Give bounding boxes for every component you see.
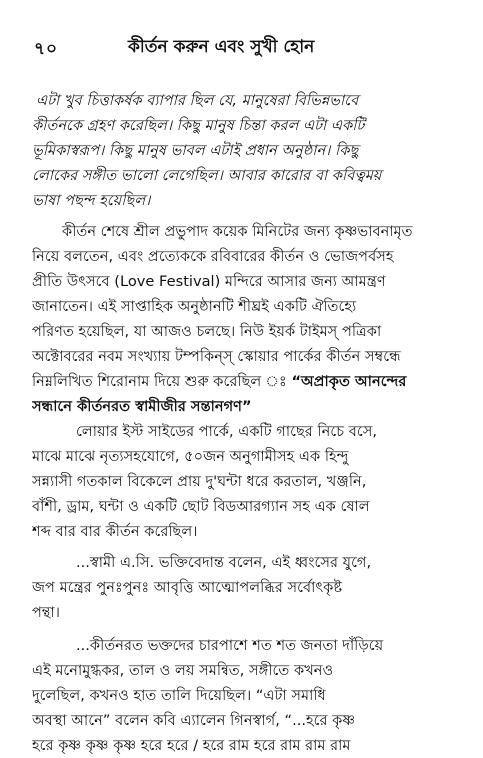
text-line: পরিণত হয়েছিল, যা আজও চলছে। নিউ ইয়র্ক টাইমস্ পত্রিকা: [32, 323, 382, 340]
text-line: পন্থা।: [32, 604, 60, 621]
text-line: জানাতেন। এই সাপ্তাহিক অনুষ্ঠানটি শীঘ্রই একটি ঐতিহ্যে: [32, 298, 357, 315]
text-line: লোকের সঙ্গীত ভালো লেগেছিল। আবার কারোর বা কবিত্বময়: [32, 167, 382, 184]
text-fragment: নিম্নলিখিত শিরোনাম দিয়ে শুরু করেছিল ঃ: [32, 373, 292, 390]
text-line: ভাষা পছন্দ হয়েছিল।: [32, 192, 151, 209]
text-line: লোয়ার ইস্ট সাইডের পার্কে, একটি গাছের নিচে বসে,: [76, 423, 378, 440]
text-line: নিয়ে বলতেন, এবং প্রত্যেককে রবিবারের কীর্তন ও ভোজপর্বসহ: [32, 248, 394, 265]
newspaper-headline-end: সন্ধানে কীর্তনরত স্বামীজীর সন্তানগণ”: [32, 398, 252, 415]
newspaper-headline-start: “অপ্রাকৃত আনন্দের: [291, 373, 407, 390]
text-line: ...কীর্তনরত ভক্তদের চারপাশে শত শত জনতা দাঁড়িয়ে: [76, 637, 384, 654]
text-line: অবস্থা আনে” বলেন কবি এ্যালেন গিনস্বার্গ, “...হরে কৃষ্ণ: [32, 712, 356, 729]
text-line: প্রীতি উৎসবে (Love Festival) মন্দিরে আসার জন্য আমন্ত্রণ: [32, 273, 386, 290]
quote-paragraph-1: [32, 419, 470, 544]
text-line: [32, 369, 470, 394]
text-line: এই মনোমুগ্ধকর, তাল ও লয় সমন্বিত, সঙ্গীতে কখনও: [32, 662, 334, 679]
page-body: [32, 88, 470, 758]
text-line: শব্দ বার বার কীর্তন করেছিল।: [32, 523, 198, 540]
text-line: কীর্তনকে গ্রহণ করেছিল। কিছু মানুষ চিন্তা করল এটা একটি: [32, 117, 365, 134]
text-line: হরে কৃষ্ণ কৃষ্ণ কৃষ্ণ হরে হরে / হরে রাম হরে রাম রাম রাম: [32, 737, 351, 754]
paragraph-main: [32, 219, 470, 419]
text-line: জপ মন্ত্রের পুনঃপুনঃ আবৃত্তি আত্মোপলব্ধির সর্বোৎকৃষ্ট: [32, 579, 343, 596]
text-line: ভূমিকাস্বরূপ। কিছু মানুষ ভাবল এটাই প্রধান অনুষ্ঠান। কিছু: [32, 142, 359, 159]
text-line: কীর্তন শেষে শ্রীল প্রভুপাদ কয়েক মিনিটের জন্য কৃষ্ণভাবনামৃত: [62, 223, 413, 240]
running-title: কীর্তন করুন এবং সুখী হোন: [128, 37, 315, 57]
text-line: ...স্বামী এ.সি. ভক্তিবেদান্ত বলেন, এই ধ্বংসের যুগে,: [76, 554, 372, 571]
text-line: বাঁশী, ড্রাম, ঘন্টা ও একটি ছোট বিডআরগ্যান সহ এক ষোল: [32, 498, 370, 515]
paragraph-intro: [32, 88, 470, 213]
page-number: ৭০: [34, 39, 59, 59]
quote-paragraph-2: [32, 550, 470, 625]
text-line: অক্টোবরের নবম সংখ্যায় টম্পকিন্স্ স্কোয়ার পার্কের কীর্তন সম্বন্ধে: [32, 348, 401, 365]
text-line: মাঝে মাঝে নৃত্যসহযোগে, ৫০জন অনুগামীসহ এক হিন্দু: [32, 448, 349, 465]
page-header: [30, 34, 460, 60]
quote-paragraph-3: [32, 633, 470, 758]
text-line: এটা খুব চিত্তাকর্ষক ব্যাপার ছিল যে, মানুষেরা বিভিন্নভাবে: [36, 92, 359, 109]
text-line: সন্ন্যাসী গতকাল বিকেলে প্রায় দু'ঘন্টা ধরে করতাল, খঞ্জনি,: [32, 473, 367, 490]
text-line: দুলেছিল, কখনও হাত তালি দিয়েছিল। “এটা সমাধি: [32, 687, 326, 704]
